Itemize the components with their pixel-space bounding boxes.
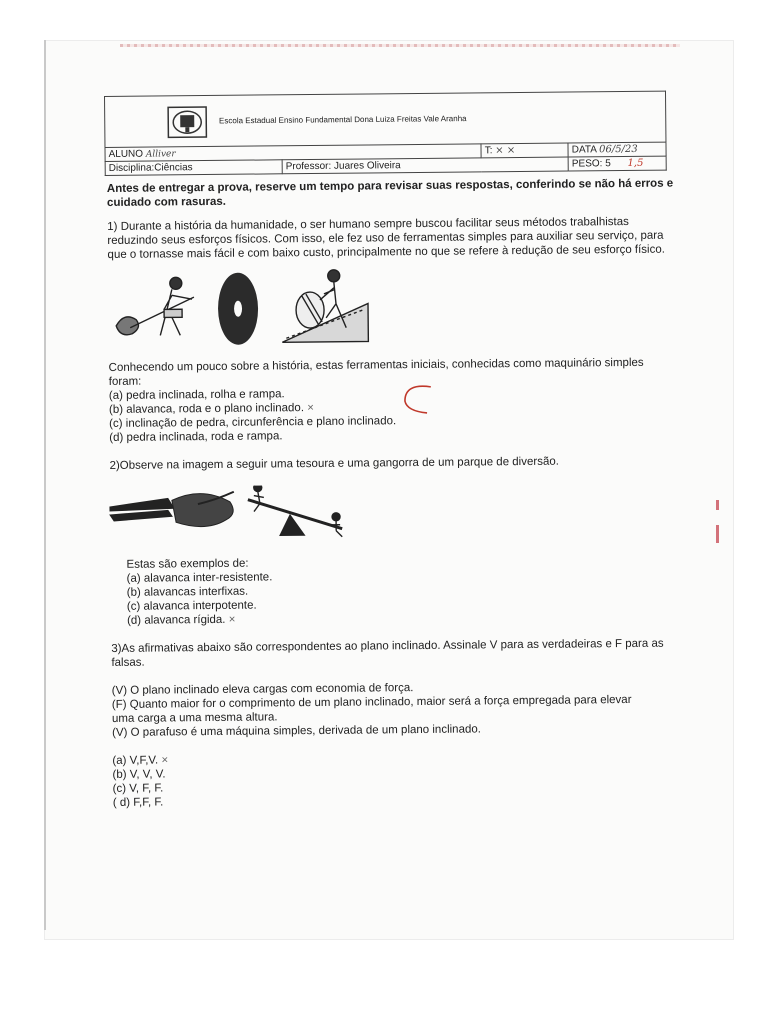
q3-statement-1[interactable]: (V) O plano inclinado eleva cargas com economia de força. (111, 682, 414, 697)
red-check-mark-icon (397, 381, 437, 421)
q3-option-d[interactable]: ( d) F,F, F. (112, 796, 164, 809)
question-3-text: 3)As afirmativas abaixo são correspondentes ao plano inclinado. Assinale V para as verdadeiras e F para as falsas. (111, 637, 664, 669)
peso-grade: 1,5 (627, 157, 644, 169)
question-1-options (109, 384, 678, 445)
inclined-plane-man-icon (282, 269, 369, 342)
q1-option-d[interactable]: (d) pedra inclinada, roda e rampa. (109, 430, 283, 444)
t-value: × × (495, 145, 516, 157)
instructions-warning: Antes de entregar a prova, reserve um tempo para revisar suas respostas, conferindo se não há erros e cuidado com rasuras. (106, 177, 674, 209)
peso-cell (568, 156, 666, 171)
question-2-block (126, 553, 679, 628)
q3-statement-2[interactable]: (F) Quanto maior for o comprimento de um plano inclinado, maior será a força empregada para elevar uma carga a uma mesma altura. (111, 693, 632, 725)
professor-cell: Professor: Juares Oliveira (282, 157, 568, 174)
q1-option-c[interactable]: (c) inclinação de pedra, circunferência e plano inclinado. (109, 415, 397, 430)
simple-machines-illustration (106, 261, 667, 350)
data-label: DATA (571, 144, 597, 156)
school-name: Escola Estadual Ensino Fundamental Dona Luiza Freitas Vale Aranha (218, 114, 467, 126)
red-margin-mark (716, 525, 719, 543)
question-3-options (112, 748, 681, 809)
aluno-value: Alliver (145, 149, 176, 160)
scissors-icon (110, 492, 234, 528)
q2-option-d-text: (d) alavanca rígida. (126, 613, 226, 627)
question-2-prompt: Estas são exemplos de: (126, 557, 249, 571)
q3-statement-3[interactable]: (V) O parafuso é uma máquina simples, derivada de um plano inclinado. (112, 723, 481, 739)
q2-option-b[interactable]: (b) alavancas interfixas. (126, 585, 249, 599)
q3-option-c[interactable]: (c) V, F, F. (112, 782, 164, 795)
q2-option-a[interactable]: (a) alavanca inter-resistente. (126, 571, 273, 585)
aluno-label: ALUNO (108, 148, 144, 160)
school-logo-icon (166, 105, 208, 139)
scissors-seesaw-illustration (108, 482, 669, 547)
wheel-icon (218, 273, 259, 345)
question-1-text: 1) Durante a história da humanidade, o ser humano sempre buscou facilitar seus métodos trabalhistas reduzindo seus esforços físicos. Com isso, ele fez uso de ferramentas simples para auxiliar seu serviço, para que o tornasse mais fácil e com baixo custo, principalmente no que se refere à redução de seu esforço físico. (107, 215, 665, 261)
exam-header (104, 91, 667, 176)
q3-option-b[interactable]: (b) V, V, V. (112, 768, 166, 781)
question-3-statements (112, 679, 681, 740)
red-margin-mark (716, 500, 719, 510)
data-value: 06/5/23 (599, 143, 638, 156)
q3-option-a-text: (a) V,F,V. (112, 754, 159, 767)
q2-option-c[interactable]: (c) alavanca interpotente. (126, 599, 257, 613)
data-cell (568, 142, 666, 157)
t-label: T: (484, 145, 493, 157)
cross-mark-icon: × (161, 754, 169, 767)
q1-option-b-text: (b) alavanca, roda e o plano inclinado. (108, 402, 305, 416)
peso-label: PESO: 5 (571, 158, 611, 170)
lever-man-icon (116, 277, 195, 336)
question-1-prompt: Conhecendo um pouco sobre a história, estas ferramentas iniciais, conhecidas como maquinário simples foram: (108, 356, 644, 388)
seesaw-icon (248, 483, 343, 538)
cross-mark-icon: × (307, 401, 314, 415)
school-cell (105, 91, 666, 147)
paper-top-edge (120, 44, 680, 47)
disciplina-cell: Disciplina:Ciências (105, 160, 282, 176)
t-cell (481, 143, 568, 158)
question-2-text: 2)Observe na imagem a seguir uma tesoura e uma gangorra de um parque de diversão. (109, 455, 559, 472)
q1-option-a[interactable]: (a) pedra inclinada, rolha e rampa. (108, 388, 285, 402)
cross-mark-icon: × (228, 613, 236, 626)
paper-left-edge (44, 40, 46, 930)
exam-sheet (104, 91, 681, 810)
